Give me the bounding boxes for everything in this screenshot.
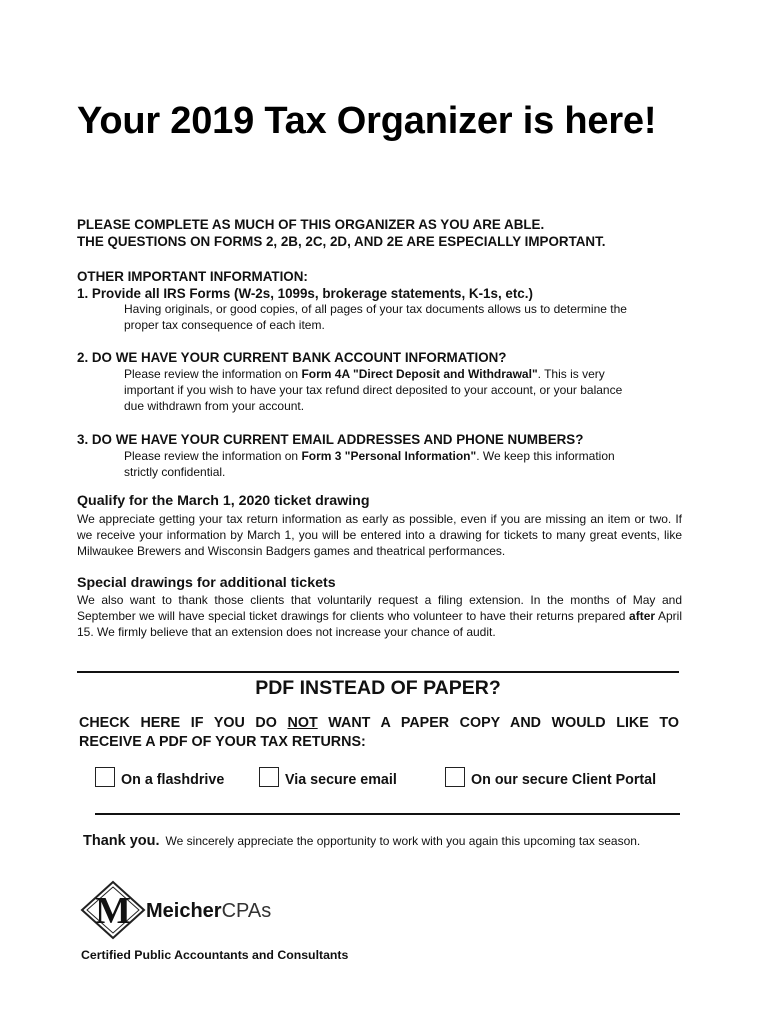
item-3-text-1: Please review the information on Form 3 "Personal Information". We keep this information — [124, 449, 615, 463]
other-info-heading: OTHER IMPORTANT INFORMATION: — [77, 269, 308, 284]
item-2-text-1: Please review the information on Form 4A "Direct Deposit and Withdrawal". This is very — [124, 367, 605, 381]
pdf-check-line-1: CHECK HERE IF YOU DO NOT WANT A PAPER COPY AND WOULD LIKE TO — [79, 715, 679, 731]
logo-tagline: Certified Public Accountants and Consultants — [81, 948, 349, 962]
item-1-title: 1. Provide all IRS Forms (W-2s, 1099s, brokerage statements, K-1s, etc.) — [77, 286, 533, 301]
item-2-text-2: important if you wish to have your tax refund direct deposited to your account, or your balance — [124, 383, 623, 397]
item-1-text-1: Having originals, or good copies, of all pages of your tax documents allows us to determine the — [124, 302, 627, 316]
option-client-portal[interactable] — [445, 770, 656, 790]
thanks-bold: Thank you. — [83, 833, 160, 849]
item-2-text-3: due withdrawn from your account. — [124, 399, 305, 413]
intro-line-2: THE QUESTIONS ON FORMS 2, 2B, 2C, 2D, AND 2E ARE ESPECIALLY IMPORTANT. — [77, 234, 606, 249]
item-2-title: 2. DO WE HAVE YOUR CURRENT BANK ACCOUNT INFORMATION? — [77, 350, 507, 365]
logo-monogram-icon — [80, 880, 150, 940]
option-secure-email[interactable] — [259, 770, 397, 790]
item-1-text-2: proper tax consequence of each item. — [124, 318, 325, 332]
qualify-heading: Qualify for the March 1, 2020 ticket drawing — [77, 493, 370, 509]
flashdrive-checkbox[interactable] — [95, 767, 115, 787]
logo-name: MeicherCPAs — [146, 900, 272, 922]
divider-bottom — [95, 813, 680, 815]
client-portal-label: On our secure Client Portal — [471, 772, 657, 788]
company-logo — [80, 880, 300, 940]
page-title: Your 2019 Tax Organizer is here! — [77, 100, 657, 142]
form-4a-reference: Form 4A "Direct Deposit and Withdrawal" — [301, 367, 538, 381]
secure-email-checkbox[interactable] — [259, 767, 279, 787]
logo-monogram-letter: M — [95, 890, 131, 932]
item-3-title: 3. DO WE HAVE YOUR CURRENT EMAIL ADDRESSES AND PHONE NUMBERS? — [77, 432, 584, 447]
item-3-text-2: strictly confidential. — [124, 465, 226, 479]
form-3-reference: Form 3 "Personal Information" — [301, 449, 477, 463]
special-heading: Special drawings for additional tickets — [77, 575, 336, 591]
flashdrive-label: On a flashdrive — [121, 772, 225, 788]
client-portal-checkbox[interactable] — [445, 767, 465, 787]
divider-top — [77, 671, 679, 673]
special-text: We also want to thank those clients that voluntarily request a filing extension. In the months of May and September we will have special ticket drawings for clients who volunteer to have their returns prepared after April 15. We firmly believe that an extension does not increase your chance of audit. — [77, 593, 683, 639]
intro-line-1: PLEASE COMPLETE AS MUCH OF THIS ORGANIZER AS YOU ARE ABLE. — [77, 217, 545, 232]
thanks-line: Thank you. We sincerely appreciate the opportunity to work with you again this upcoming tax season. — [83, 833, 641, 849]
secure-email-label: Via secure email — [285, 772, 397, 788]
pdf-check-line-2: RECEIVE A PDF OF YOUR TAX RETURNS: — [79, 734, 366, 750]
option-flashdrive[interactable] — [95, 770, 224, 790]
pdf-heading: PDF INSTEAD OF PAPER? — [255, 677, 501, 699]
qualify-text: We appreciate getting your tax return information as early as possible, even if you are missing an item or two. If we receive your information by March 1, you will be entered into a drawing for tickets to many great events, like Milwaukee Brewers and Wisconsin Badgers games and theatrical performances. — [77, 512, 682, 558]
